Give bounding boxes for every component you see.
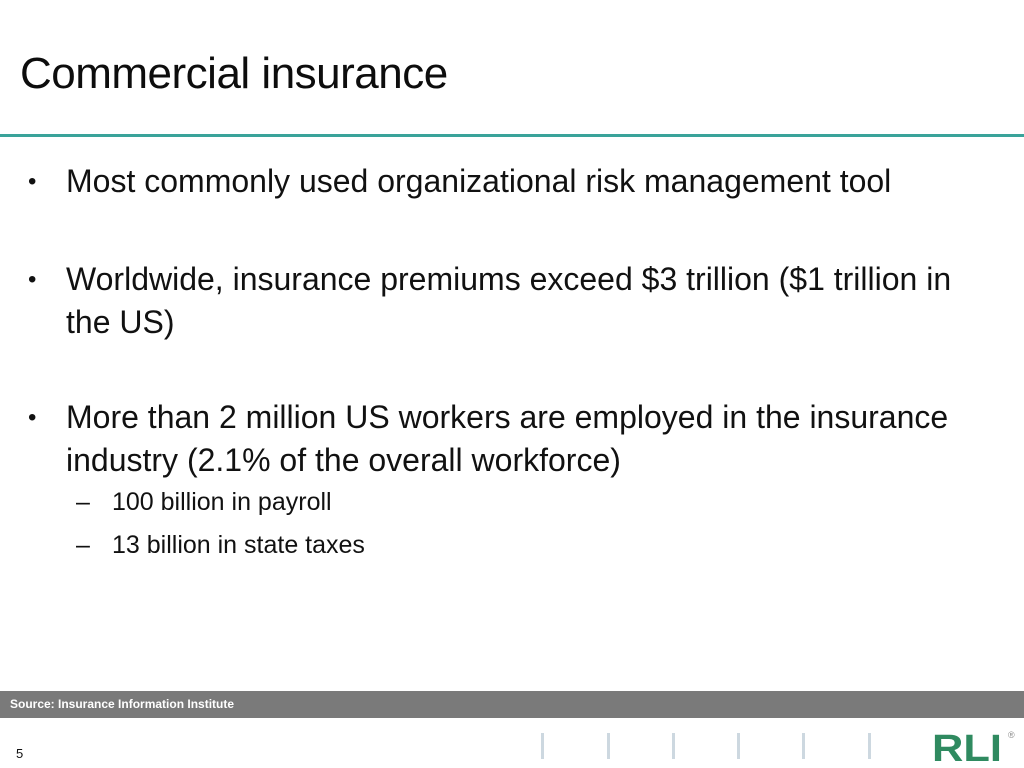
title-divider xyxy=(0,134,1024,137)
bullet-symbol: • xyxy=(28,168,37,195)
logo-text: RLI xyxy=(932,728,1002,766)
source-bar xyxy=(0,691,1024,718)
bullet-item-3 xyxy=(28,396,998,482)
footer-divider xyxy=(737,733,740,759)
bullet-text: Worldwide, insurance premiums exceed $3 trillion ($1 trillion in the US) xyxy=(66,261,952,340)
footer-divider xyxy=(541,733,544,759)
slide-title: Commercial insurance xyxy=(20,49,448,98)
footer-divider xyxy=(607,733,610,759)
source-citation: Source: Insurance Information Institute xyxy=(10,697,235,711)
bullet-symbol: • xyxy=(28,266,37,293)
rli-logo xyxy=(932,726,1018,766)
sub-bullet-item-2 xyxy=(76,528,365,562)
sub-bullet-text: 13 billion in state taxes xyxy=(112,531,365,559)
footer-divider xyxy=(672,733,675,759)
bullet-text: Most commonly used organizational risk management tool xyxy=(66,163,892,199)
sub-bullet-symbol: – xyxy=(76,488,90,516)
bullet-item-1 xyxy=(28,160,998,203)
sub-bullet-text: 100 billion in payroll xyxy=(112,488,332,516)
bullet-symbol: • xyxy=(28,404,37,431)
page-number: 5 xyxy=(16,746,24,761)
sub-bullet-item-1 xyxy=(76,485,332,519)
footer-divider xyxy=(868,733,871,759)
sub-bullet-symbol: – xyxy=(76,531,90,559)
footer-divider xyxy=(802,733,805,759)
registered-mark: ® xyxy=(1008,730,1015,740)
bullet-text: More than 2 million US workers are employed in the insurance industry (2.1% of the overall workforce) xyxy=(66,399,949,478)
bullet-item-2 xyxy=(28,258,998,344)
